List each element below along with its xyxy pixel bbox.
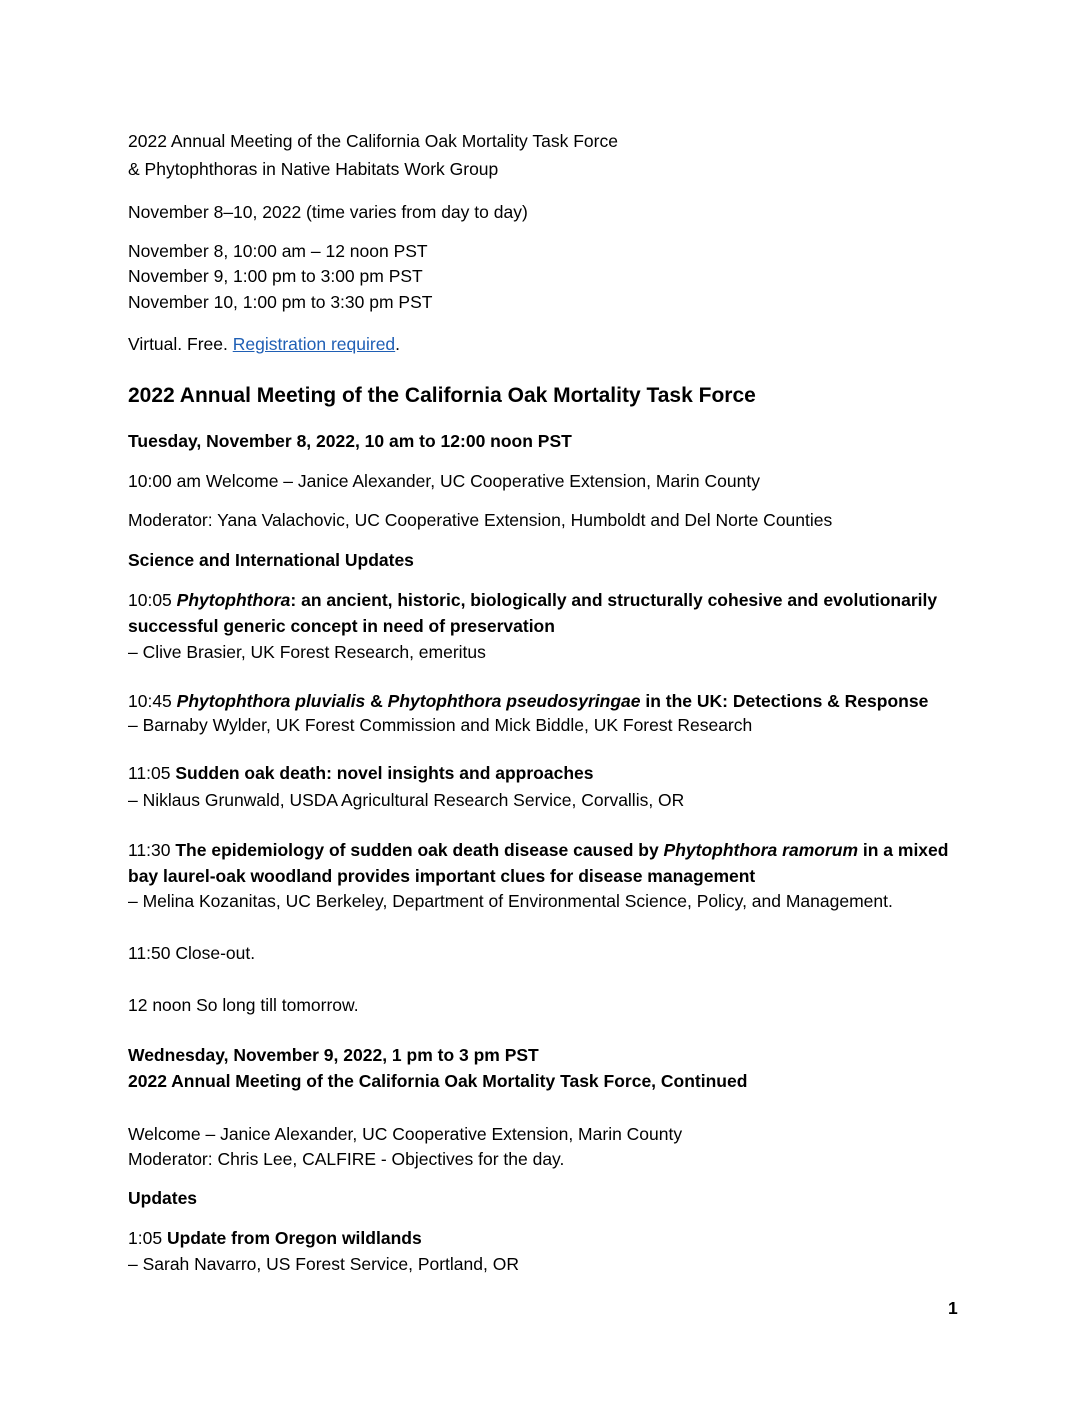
day3-time: November 10, 1:00 pm to 3:30 pm PST [128, 292, 433, 312]
day1-closeout: 11:50 Close-out. [128, 943, 256, 963]
talk4-title-part2: in a mixed [858, 840, 949, 860]
talk3-title [128, 762, 594, 784]
day2-welcome: Welcome – Janice Alexander, UC Cooperative Extension, Marin County [128, 1124, 683, 1144]
event-dates: November 8–10, 2022 (time varies from day to day) [128, 202, 528, 222]
talk2-time: 10:45 [128, 691, 177, 711]
talk2-amp: & [365, 691, 388, 711]
day1-welcome: 10:00 am Welcome – Janice Alexander, UC Cooperative Extension, Marin County [128, 471, 760, 491]
talk1-time: 10:05 [128, 590, 177, 610]
talk4-italic: Phytophthora ramorum [663, 840, 859, 860]
day1-subsection: Science and International Updates [128, 550, 414, 570]
talk2-speaker: – Barnaby Wylder, UK Forest Commission and Mick Biddle, UK Forest Research [128, 715, 753, 735]
day1-moderator: Moderator: Yana Valachovic, UC Cooperative Extension, Humboldt and Del Norte Counties [128, 510, 833, 530]
day2-talk1-title [128, 1227, 422, 1249]
day2-subheading: 2022 Annual Meeting of the California Oak Mortality Task Force, Continued [128, 1071, 748, 1091]
page-number: 1 [948, 1298, 958, 1318]
talk2-italic2: Phytophthora pseudosyringae [387, 691, 641, 711]
virtual-note [128, 333, 400, 355]
talk2-title [128, 690, 928, 712]
virtual-suffix: . [395, 334, 401, 354]
day1-heading: Tuesday, November 8, 2022, 10 am to 12:00 noon PST [128, 431, 572, 451]
talk1-title-rest: : an ancient, historic, biologically and structurally cohesive and evolutionarily [290, 590, 938, 610]
talk4-time: 11:30 [128, 840, 176, 860]
day2-heading: Wednesday, November 9, 2022, 1 pm to 3 pm PST [128, 1045, 539, 1065]
day1-end: 12 noon So long till tomorrow. [128, 995, 359, 1015]
day2-time: November 9, 1:00 pm to 3:00 pm PST [128, 266, 423, 286]
talk3-speaker: – Niklaus Grunwald, USDA Agricultural Research Service, Corvallis, OR [128, 790, 685, 810]
talk1-title-line2: successful generic concept in need of preservation [128, 616, 555, 636]
day2-talk1-time: 1:05 [128, 1228, 167, 1248]
day2-subsection: Updates [128, 1188, 198, 1208]
virtual-prefix: Virtual. Free. [128, 334, 233, 354]
registration-link[interactable]: Registration required [232, 334, 396, 354]
talk1-title [128, 589, 937, 611]
talk4-title-line2: bay laurel-oak woodland provides important clues for disease management [128, 866, 756, 886]
talk1-speaker: – Clive Brasier, UK Forest Research, emeritus [128, 642, 486, 662]
event-title-line2: & Phytophthoras in Native Habitats Work Group [128, 159, 499, 179]
talk4-title [128, 839, 948, 861]
section-title: 2022 Annual Meeting of the California Oak Mortality Task Force [128, 384, 756, 407]
event-title-line1: 2022 Annual Meeting of the California Oak Mortality Task Force [128, 131, 618, 151]
talk4-title-part1: The epidemiology of sudden oak death disease caused by [175, 840, 664, 860]
talk2-italic1: Phytophthora pluvialis [176, 691, 366, 711]
talk4-speaker: – Melina Kozanitas, UC Berkeley, Department of Environmental Science, Policy, and Management. [128, 891, 893, 911]
talk1-italic: Phytophthora [176, 590, 291, 610]
talk3-title-text: Sudden oak death: novel insights and approaches [175, 763, 594, 783]
talk2-title-rest: in the UK: Detections & Response [640, 691, 929, 711]
day2-moderator: Moderator: Chris Lee, CALFIRE - Objectives for the day. [128, 1149, 565, 1169]
talk3-time: 11:05 [128, 763, 176, 783]
day1-time: November 8, 10:00 am – 12 noon PST [128, 241, 428, 261]
day2-talk1-speaker: – Sarah Navarro, US Forest Service, Portland, OR [128, 1254, 519, 1274]
day2-talk1-title-text: Update from Oregon wildlands [166, 1228, 422, 1248]
